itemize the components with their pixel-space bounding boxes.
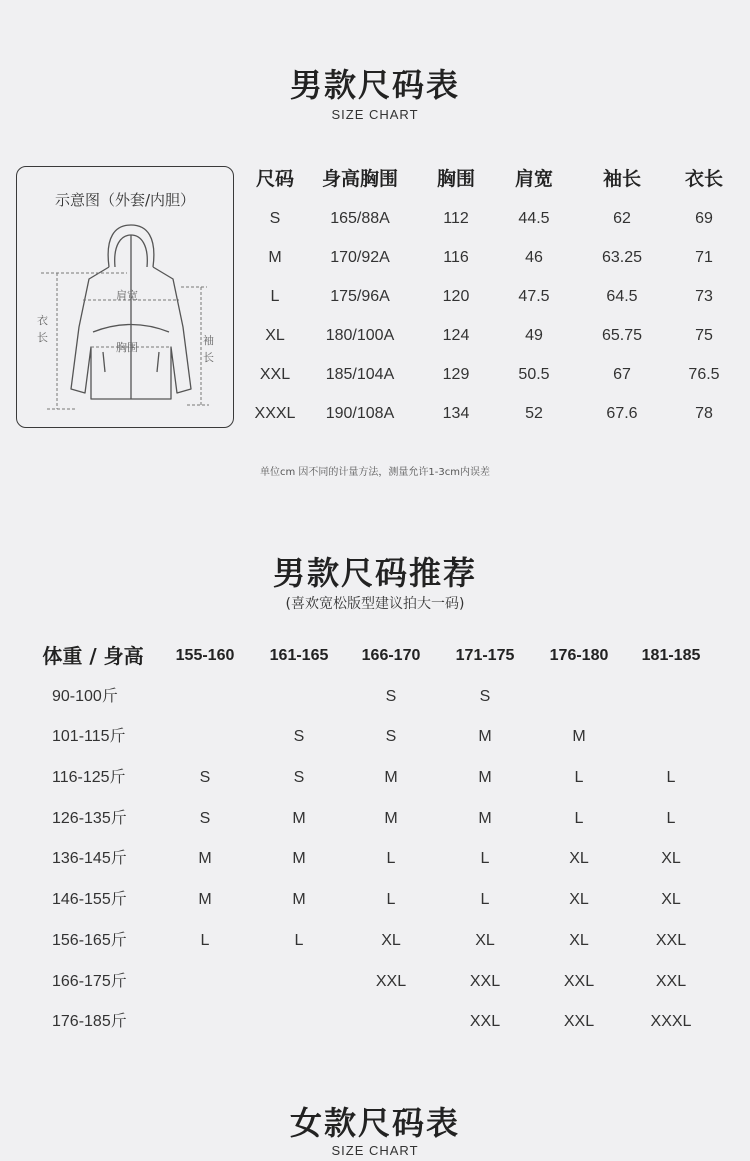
weight-range: 90-100斤: [52, 687, 118, 705]
recommended-size: XXL: [563, 1013, 595, 1031]
length-label-2: 长: [37, 331, 48, 344]
header-length: 衣长: [684, 168, 723, 190]
header-181-185: 181-185: [641, 647, 701, 664]
recommended-size: M: [292, 891, 306, 909]
recommended-size: [260, 677, 338, 717]
cell-size: XXL: [259, 366, 291, 383]
recommended-size: L: [666, 809, 676, 827]
cell-sleeve: 67.6: [606, 405, 638, 422]
cell-length: 73: [695, 288, 713, 305]
header-shoulder: 肩宽: [514, 168, 553, 190]
recommended-size: XL: [661, 891, 681, 909]
recommended-size: L: [574, 769, 584, 787]
recommended-size: XXL: [469, 972, 501, 990]
size-table-header: [248, 160, 748, 199]
recommended-size: [166, 1002, 244, 1042]
table-row: [30, 717, 740, 758]
recommended-size: XL: [569, 931, 589, 949]
recommended-size: M: [292, 809, 306, 827]
recommended-size: XXL: [375, 972, 407, 990]
cell-shoulder: 50.5: [518, 366, 550, 383]
recommended-size: M: [198, 850, 212, 868]
cell-sleeve: 62: [613, 210, 631, 227]
diagram-title: 示意图（外套/内胆）: [54, 191, 196, 209]
header-size: 尺码: [255, 168, 294, 190]
header-176-180: 176-180: [549, 647, 609, 664]
cell-chest: 129: [442, 366, 470, 383]
cell-size: S: [269, 210, 281, 227]
recommended-size: M: [198, 891, 212, 909]
recommended-size: [260, 1002, 338, 1042]
cell-sleeve: 64.5: [606, 288, 638, 305]
cell-height-chest: 170/92A: [330, 249, 390, 266]
cell-sleeve: 67: [613, 366, 631, 383]
table-row: [30, 880, 740, 921]
cell-shoulder: 46: [525, 249, 543, 266]
cell-shoulder: 44.5: [518, 210, 550, 227]
recommended-size: L: [574, 809, 584, 827]
men-chart-title: 男款尺码表: [289, 66, 460, 104]
recommended-size: [632, 677, 710, 717]
cell-size: XL: [265, 327, 285, 344]
cell-shoulder: 47.5: [518, 288, 550, 305]
table-row: [30, 799, 740, 840]
weight-range: 146-155斤: [52, 891, 127, 909]
recommend-table: [30, 636, 740, 1043]
recommended-size: S: [479, 687, 491, 705]
sleeve-label-2: 长: [203, 351, 214, 364]
table-row: [30, 677, 740, 718]
cell-size: M: [268, 249, 282, 266]
recommended-size: XL: [569, 850, 589, 868]
cell-height-chest: 175/96A: [330, 288, 390, 305]
women-chart-subtitle: SIZE CHART: [331, 1143, 419, 1158]
recommended-size: M: [572, 728, 586, 746]
table-row: [248, 277, 748, 316]
recommended-size: XL: [661, 850, 681, 868]
table-row: [30, 921, 740, 962]
cell-sleeve: 63.25: [601, 249, 643, 266]
cell-chest: 112: [443, 210, 469, 227]
recommended-size: L: [480, 891, 490, 909]
cell-shoulder: 49: [525, 327, 543, 344]
recommended-size: S: [293, 769, 305, 787]
recommended-size: [166, 962, 244, 1002]
recommended-size: L: [480, 850, 490, 868]
header-166-170: 166-170: [361, 647, 421, 664]
recommended-size: M: [384, 809, 398, 827]
weight-range: 101-115斤: [52, 728, 126, 746]
recommended-size: XXL: [563, 972, 595, 990]
recommended-size: [166, 677, 244, 717]
weight-range: 126-135斤: [52, 809, 127, 827]
cell-chest: 116: [443, 249, 469, 266]
recommended-size: L: [666, 769, 676, 787]
weight-range: 166-175斤: [52, 972, 127, 990]
table-row: [248, 394, 748, 433]
recommended-size: XL: [569, 891, 589, 909]
table-row: [248, 316, 748, 355]
recommended-size: XXXL: [650, 1013, 692, 1031]
weight-range: 156-165斤: [52, 931, 127, 949]
chest-label: 胸围: [116, 341, 138, 354]
recommended-size: [540, 677, 618, 717]
table-row: [248, 199, 748, 238]
recommended-size: XXL: [655, 972, 687, 990]
recommended-size: XL: [475, 931, 495, 949]
header-chest: 胸围: [436, 168, 475, 190]
recommended-size: [166, 717, 244, 757]
shoulder-label: 肩宽: [116, 289, 138, 302]
header-155-160: 155-160: [175, 647, 235, 664]
recommended-size: L: [294, 931, 304, 949]
table-row: [30, 758, 740, 799]
cell-height-chest: 165/88A: [330, 210, 390, 227]
recommended-size: M: [478, 728, 492, 746]
recommended-size: L: [386, 891, 396, 909]
cell-size: L: [270, 288, 280, 305]
cell-height-chest: 185/104A: [325, 366, 395, 383]
women-chart-title: 女款尺码表: [289, 1104, 460, 1142]
recommended-size: S: [385, 728, 397, 746]
recommend-table-header: [30, 636, 740, 677]
header-161-165: 161-165: [269, 647, 329, 664]
cell-height-chest: 180/100A: [325, 327, 395, 344]
table-row: [30, 839, 740, 880]
men-chart-subtitle: SIZE CHART: [331, 107, 419, 122]
recommended-size: M: [384, 769, 398, 787]
cell-length: 76.5: [688, 366, 720, 383]
cell-height-chest: 190/108A: [325, 405, 395, 422]
weight-range: 116-125斤: [52, 769, 126, 787]
cell-chest: 134: [442, 405, 470, 422]
recommended-size: S: [199, 809, 211, 827]
header-sleeve: 袖长: [602, 168, 641, 190]
cell-length: 75: [695, 327, 713, 344]
recommended-size: M: [478, 769, 492, 787]
cell-chest: 120: [442, 288, 470, 305]
length-label-1: 衣: [37, 314, 48, 327]
men-recommend-subtitle: (喜欢宽松版型建议拍大一码): [285, 596, 465, 612]
table-row: [30, 1002, 740, 1043]
cell-chest: 124: [442, 327, 470, 344]
weight-range: 136-145斤: [52, 850, 127, 868]
table-row: [248, 355, 748, 394]
recommended-size: XL: [381, 931, 401, 949]
recommended-size: [352, 1002, 430, 1042]
men-recommend-title: 男款尺码推荐: [272, 554, 477, 592]
recommended-size: S: [199, 769, 211, 787]
measurement-note: 单位cm 因不同的计量方法，测量允许1-3cm内误差: [260, 467, 490, 478]
recommended-size: XXL: [469, 1013, 501, 1031]
table-row: [248, 238, 748, 277]
sleeve-label-1: 袖: [203, 334, 214, 347]
recommended-size: M: [478, 809, 492, 827]
recommended-size: S: [293, 728, 305, 746]
size-table: [248, 160, 748, 433]
header-height-chest: 身高胸围: [321, 168, 398, 190]
recommended-size: [632, 717, 710, 757]
cell-length: 78: [695, 405, 713, 422]
cell-length: 69: [695, 210, 713, 227]
cell-size: XXXL: [254, 405, 296, 422]
table-row: [30, 962, 740, 1003]
recommended-size: M: [292, 850, 306, 868]
recommended-size: L: [386, 850, 396, 868]
recommended-size: [260, 962, 338, 1002]
cell-sleeve: 65.75: [601, 327, 643, 344]
jacket-diagram: [16, 166, 234, 428]
cell-shoulder: 52: [525, 405, 543, 422]
cell-length: 71: [695, 249, 713, 266]
header-171-175: 171-175: [455, 647, 515, 664]
recommended-size: L: [200, 931, 210, 949]
recommended-size: S: [385, 687, 397, 705]
recommended-size: XXL: [655, 931, 687, 949]
header-weight-height: 体重 / 身高: [42, 644, 144, 668]
weight-range: 176-185斤: [52, 1013, 127, 1031]
